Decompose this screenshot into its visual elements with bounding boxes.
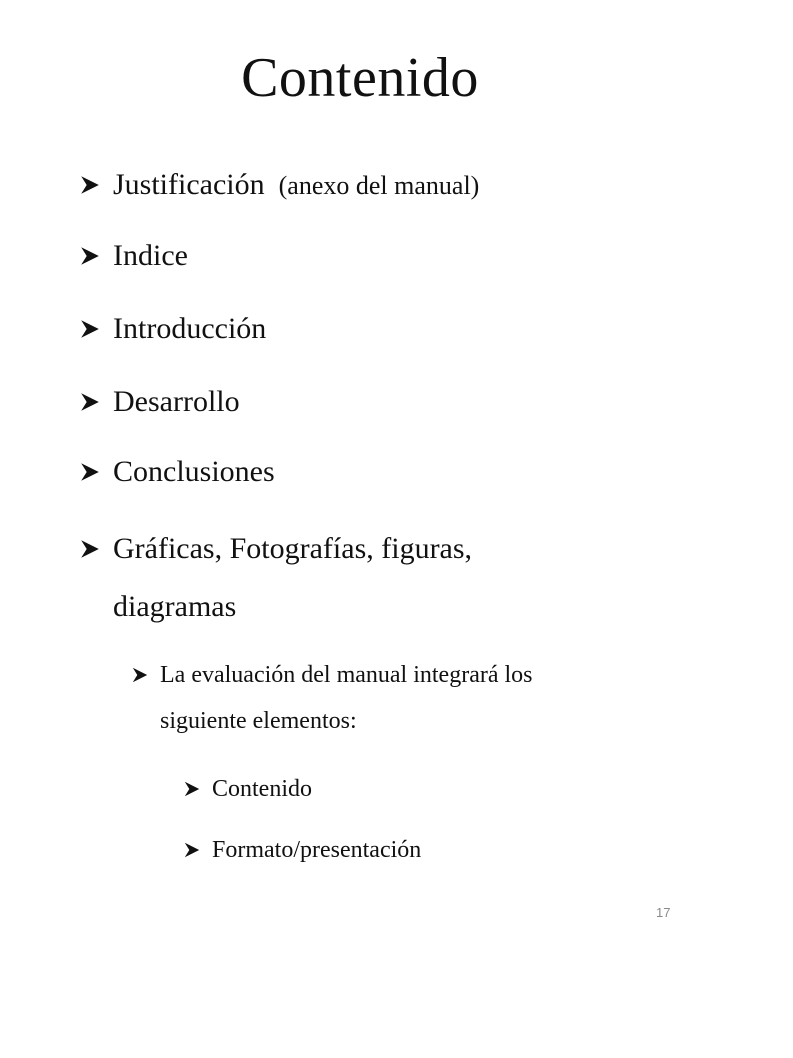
arrowhead-bullet-icon <box>79 391 113 413</box>
list-item-indice <box>79 237 188 275</box>
list-item-conclusiones <box>79 453 275 491</box>
item-label: Introducción <box>113 312 267 345</box>
item-label: Desarrollo <box>113 385 240 418</box>
arrowhead-bullet-icon <box>79 538 113 560</box>
item-label-line2: siguiente elementos: <box>160 708 357 734</box>
list-item-evaluacion <box>131 652 533 744</box>
list-item-introduccion <box>79 310 266 348</box>
item-label-line2: diagramas <box>113 590 237 623</box>
arrowhead-bullet-icon <box>131 666 160 684</box>
arrowhead-bullet-icon <box>79 318 113 340</box>
list-item-element-formato <box>183 827 421 873</box>
list-item-justificacion <box>79 166 479 205</box>
arrowhead-bullet-icon <box>183 841 212 859</box>
page-number: 17 <box>656 905 671 920</box>
arrowhead-bullet-icon <box>79 245 113 267</box>
list-item-desarrollo <box>79 383 240 421</box>
item-label: Formato/presentación <box>212 837 422 863</box>
arrowhead-bullet-icon <box>183 780 212 798</box>
arrowhead-bullet-icon <box>79 461 113 483</box>
item-label-line1: La evaluación del manual integrará los <box>160 662 533 688</box>
item-label: Indice <box>113 239 188 272</box>
item-label: Justificación <box>113 168 265 201</box>
arrowhead-bullet-icon <box>79 174 113 196</box>
slide-title: Contenido <box>241 47 479 109</box>
list-item-element-contenido <box>183 766 312 812</box>
item-label: Conclusiones <box>113 455 275 488</box>
item-note: (anexo del manual) <box>278 171 480 200</box>
list-item-graficas <box>79 520 472 636</box>
item-label: Contenido <box>212 776 312 802</box>
item-label-line1: Gráficas, Fotografías, figuras, <box>113 532 473 565</box>
